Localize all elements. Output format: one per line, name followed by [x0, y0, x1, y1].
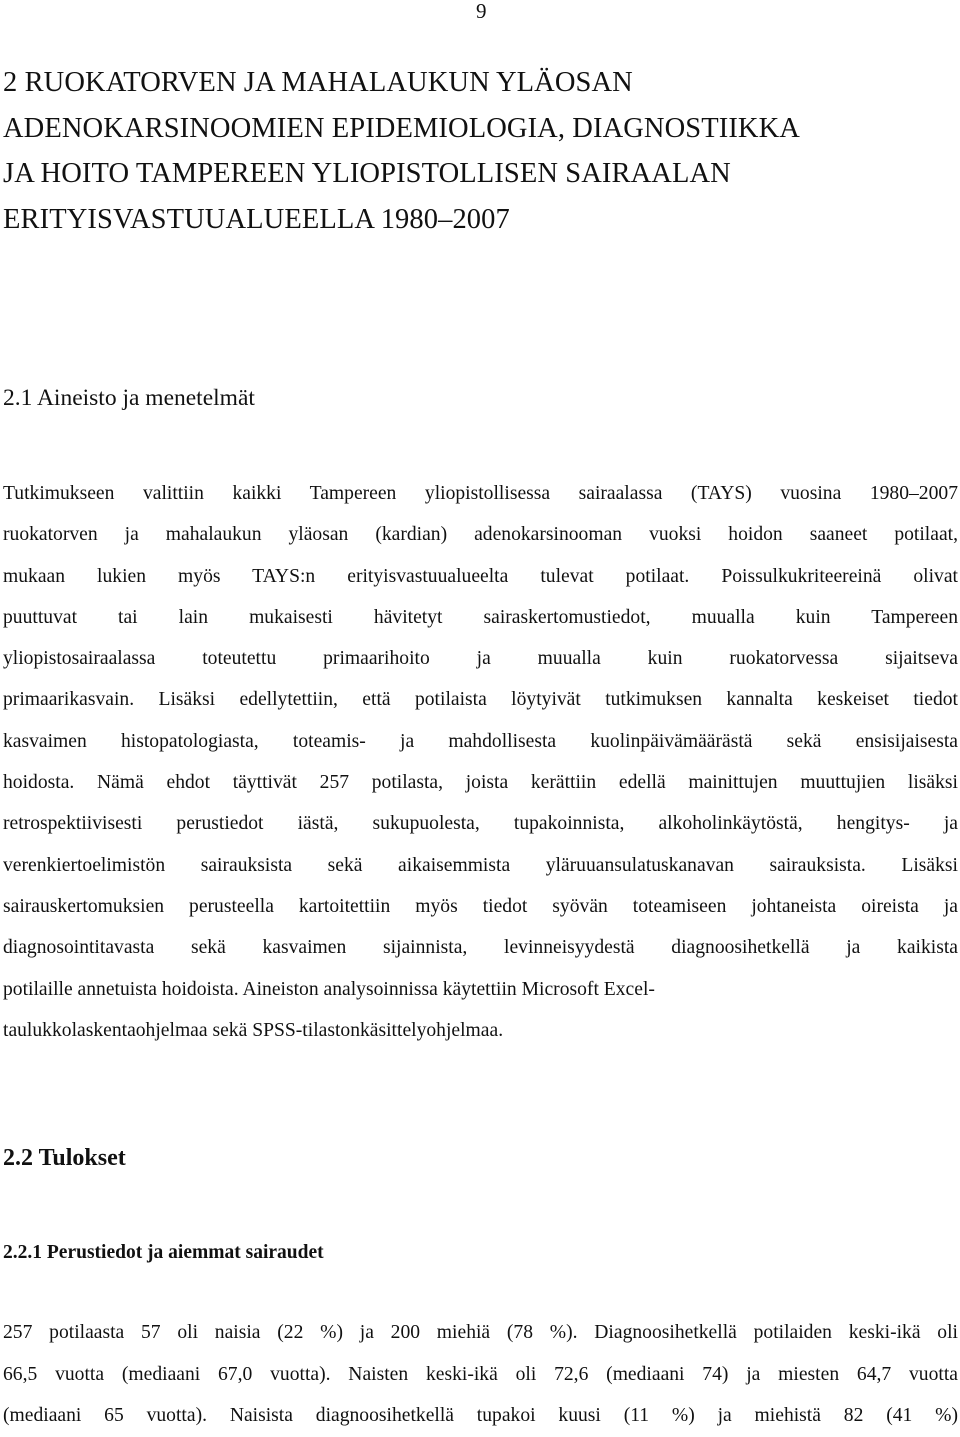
- body-paragraph-methods: [3, 473, 958, 1051]
- paragraph-line: primaarikasvain. Lisäksi edellytettiin, että potilaista löytyivät tutkimuksen kannalta keskeiset tiedot: [3, 689, 958, 711]
- chapter-title-line: JA HOITO TAMPEREEN YLIOPISTOLLISEN SAIRAALAN: [3, 158, 731, 189]
- paragraph-line: 257 potilaasta 57 oli naisia (22 %) ja 200 miehiä (78 %). Diagnoosihetkellä potilaiden keski-ikä oli: [3, 1322, 958, 1343]
- chapter-title-line: 2 RUOKATORVEN JA MAHALAUKUN YLÄOSAN: [3, 67, 633, 98]
- body-paragraph-results: [3, 1312, 958, 1437]
- paragraph-line: retrospektiivisesti perustiedot iästä, sukupuolesta, tupakoinnista, alkoholinkäytöstä, hengitys- ja: [3, 813, 958, 835]
- page-number: 9: [476, 0, 487, 23]
- paragraph-line: mukaan lukien myös TAYS:n erityisvastuualueelta tulevat potilaat. Poissulkukriteereinä olivat: [3, 565, 958, 587]
- chapter-title-line: ERITYISVASTUUALUEELLA 1980–2007: [3, 203, 510, 235]
- paragraph-line: (mediaani 65 vuotta). Naisista diagnoosihetkellä tupakoi kuusi (11 %) ja miehistä 82 (41 %): [3, 1405, 958, 1426]
- subsection-heading-perustiedot: 2.2.1 Perustiedot ja aiemmat sairaudet: [3, 1242, 324, 1263]
- paragraph-line: verenkiertoelimistön sairauksista sekä aikaisemmista yläruuansulatuskanavan sairauksista. Lisäksi: [3, 854, 958, 876]
- paragraph-line: hoidosta. Nämä ehdot täyttivät 257 potilasta, joista kerättiin edellä mainittujen muuttujien lisäksi: [3, 772, 958, 794]
- paragraph-line: potilaille annetuista hoidoista. Aineiston analysoinnissa käytettiin Microsoft Excel-: [3, 978, 655, 1000]
- chapter-title: [3, 60, 953, 242]
- paragraph-line: sairauskertomuksien perusteella kartoitettiin myös tiedot syövän toteamiseen johtaneista oireista ja: [3, 895, 958, 917]
- paragraph-line: kasvaimen histopatologiasta, toteamis- ja mahdollisesta kuolinpäivämäärästä sekä ensisijaisesta: [3, 730, 958, 752]
- paragraph-line: yliopistosairaalassa toteutettu primaarihoito ja muualla kuin ruokatorvessa sijaitseva: [3, 648, 958, 670]
- paragraph-line: taulukkolaskentaohjelmaa sekä SPSS-tilastonkäsittelyohjelmaa.: [3, 1019, 504, 1041]
- paragraph-line: puuttuvat tai lain mukaisesti hävitetyt sairaskertomustiedot, muualla kuin Tampereen: [3, 606, 958, 628]
- section-heading-tulokset: 2.2 Tulokset: [3, 1145, 126, 1171]
- paragraph-line: diagnosointitavasta sekä kasvaimen sijainnista, levinneisyydestä diagnoosihetkellä ja kaikista: [3, 937, 958, 959]
- chapter-title-line: ADENOKARSINOOMIEN EPIDEMIOLOGIA, DIAGNOSTIIKKA: [3, 112, 800, 144]
- paragraph-line: Tutkimukseen valittiin kaikki Tampereen yliopistollisessa sairaalassa (TAYS) vuosina 1980–2007: [3, 483, 958, 504]
- paragraph-line: 66,5 vuotta (mediaani 67,0 vuotta). Naisten keski-ikä oli 72,6 (mediaani 74) ja miesten 64,7 vuotta: [3, 1363, 958, 1385]
- section-heading-aineisto: 2.1 Aineisto ja menetelmät: [3, 385, 255, 411]
- paragraph-line: ruokatorven ja mahalaukun yläosan (kardian) adenokarsinooman vuoksi hoidon saaneet potilaat,: [3, 524, 958, 546]
